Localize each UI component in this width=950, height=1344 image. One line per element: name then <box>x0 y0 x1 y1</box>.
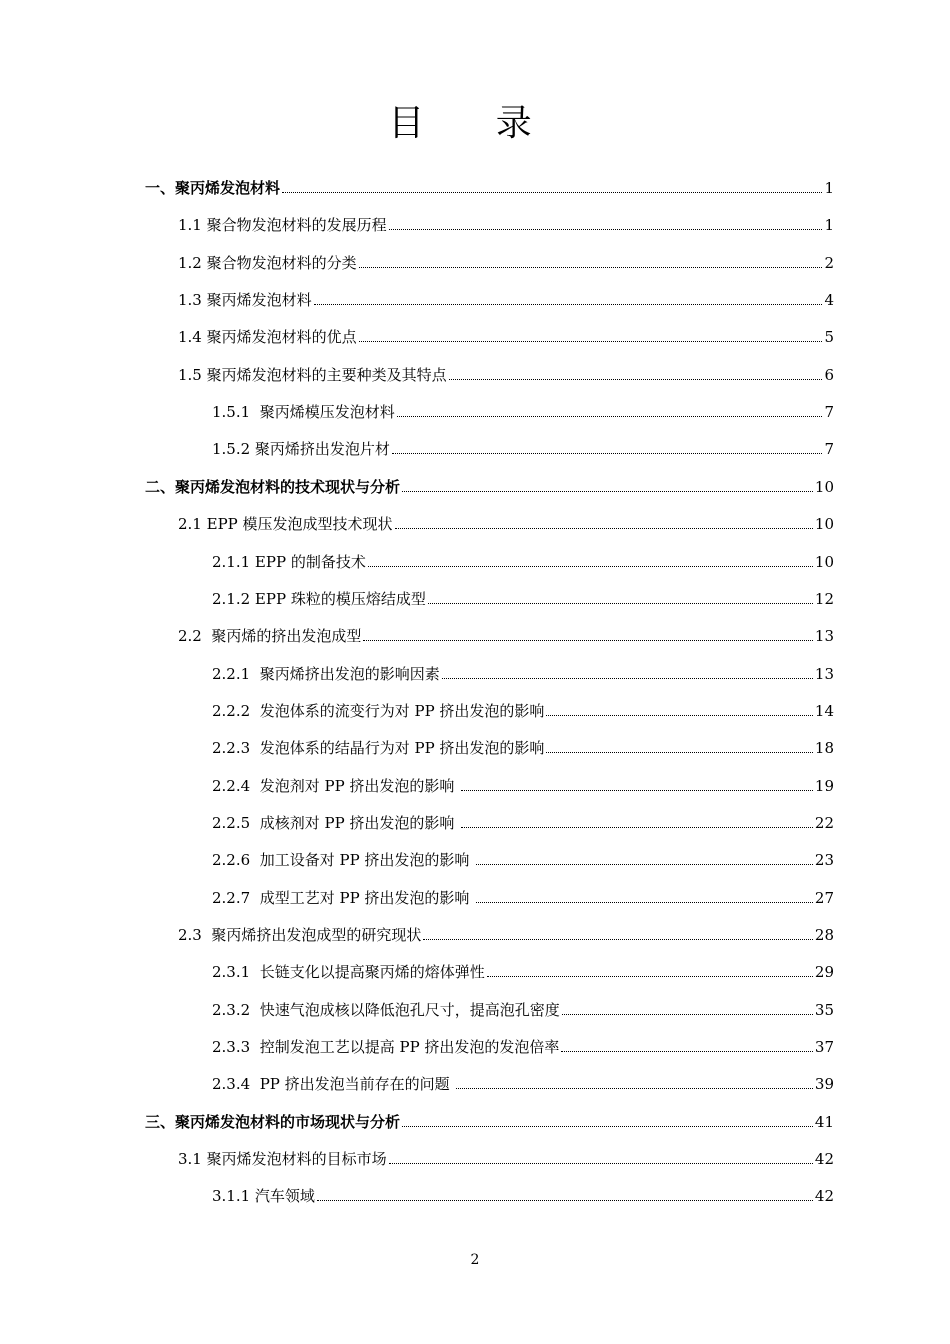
toc-entry[interactable] <box>145 1102 834 1132</box>
toc-entry[interactable] <box>178 355 834 385</box>
toc-entry-label: 2.2.7 成型工艺对 PP 挤出发泡的影响 <box>212 888 475 907</box>
toc-entry-page-number: 27 <box>814 888 834 907</box>
dot-leader <box>487 975 813 977</box>
toc-entry[interactable] <box>178 317 834 347</box>
toc-entry-page-number: 19 <box>814 776 834 795</box>
toc-entry[interactable] <box>212 1064 834 1094</box>
dot-leader <box>442 677 813 679</box>
toc-entry-label: 2.2 聚丙烯的挤出发泡成型 <box>178 627 362 646</box>
toc-entry-label: 2.3.1 长链支化以提高聚丙烯的熔体弹性 <box>212 963 485 982</box>
dot-leader <box>476 901 813 903</box>
dot-leader <box>461 826 813 828</box>
dot-leader <box>423 938 813 940</box>
toc-entry-page-number: 2 <box>824 253 834 272</box>
dot-leader <box>389 228 822 230</box>
dot-leader <box>282 191 822 193</box>
toc-entry[interactable] <box>212 803 834 833</box>
toc-entry[interactable] <box>212 990 834 1020</box>
toc-entry-label: 2.2.5 成核剂对 PP 挤出发泡的影响 <box>212 813 460 832</box>
toc-entry-label: 一、聚丙烯发泡材料 <box>145 179 281 197</box>
toc-entry[interactable] <box>145 467 834 497</box>
dot-leader <box>397 415 822 417</box>
toc-entry[interactable] <box>212 579 834 609</box>
toc-entry-label: 1.3 聚丙烯发泡材料 <box>178 291 312 310</box>
toc-entry[interactable] <box>178 205 834 235</box>
toc-entry[interactable] <box>212 878 834 908</box>
toc-entry-page-number: 41 <box>814 1112 834 1131</box>
toc-entry-label: 2.2.3 发泡体系的结晶行为对 PP 挤出发泡的影响 <box>212 739 545 758</box>
toc-entry-page-number: 1 <box>824 216 834 235</box>
toc-entry-page-number: 7 <box>824 440 834 459</box>
toc-entry-page-number: 37 <box>814 1038 834 1057</box>
toc-entry-page-number: 18 <box>814 739 834 758</box>
toc-entry-page-number: 10 <box>814 515 834 534</box>
toc-entry[interactable] <box>212 392 834 422</box>
toc-entry-page-number: 1 <box>824 179 834 197</box>
toc-entry-page-number: 42 <box>814 1187 834 1206</box>
toc-entry-label: 2.2.1 聚丙烯挤出发泡的影响因素 <box>212 664 440 683</box>
toc-entry-label: 2.2.4 发泡剂对 PP 挤出发泡的影响 <box>212 776 460 795</box>
toc-entry-page-number: 14 <box>814 701 834 720</box>
toc-entry-page-number: 28 <box>814 926 834 944</box>
toc-entry-label: 3.1.1 汽车领域 <box>212 1187 315 1206</box>
toc-entry-page-number: 35 <box>814 1000 834 1019</box>
dot-leader <box>461 789 813 791</box>
toc-entry[interactable] <box>212 952 834 982</box>
toc-entry-label: 2.3.3 控制发泡工艺以提高 PP 挤出发泡的发泡倍率 <box>212 1038 560 1057</box>
toc-entry-page-number: 10 <box>814 477 834 496</box>
toc-entry-label: 1.5.1 聚丙烯模压发泡材料 <box>212 403 395 422</box>
toc-entry-page-number: 10 <box>814 552 834 571</box>
toc-entry-label: 二、聚丙烯发泡材料的技术现状与分析 <box>145 477 401 496</box>
toc-entry[interactable] <box>212 654 834 684</box>
toc-entry[interactable] <box>212 1176 834 1206</box>
toc-entry-page-number: 4 <box>824 291 834 310</box>
dot-leader <box>395 527 813 529</box>
toc-entry[interactable] <box>178 504 834 534</box>
toc-entry-page-number: 13 <box>814 627 834 646</box>
dot-leader <box>402 1125 813 1127</box>
toc-entry[interactable] <box>212 691 834 721</box>
dot-leader <box>546 714 812 716</box>
toc-entry-page-number: 5 <box>824 328 834 347</box>
toc-entry-label: 2.2.2 发泡体系的流变行为对 PP 挤出发泡的影响 <box>212 701 545 720</box>
toc-entry-label: 3.1 聚丙烯发泡材料的目标市场 <box>178 1150 387 1169</box>
toc-entry[interactable] <box>145 168 834 198</box>
dot-leader <box>317 1199 813 1201</box>
dot-leader <box>476 863 813 865</box>
toc-entry-page-number: 12 <box>814 589 834 608</box>
toc-entry[interactable] <box>178 616 834 646</box>
dot-leader <box>392 452 822 454</box>
toc-entry[interactable] <box>178 243 834 273</box>
toc-entry-page-number: 23 <box>814 851 834 870</box>
toc-entry[interactable] <box>178 915 834 945</box>
toc-entry-page-number: 22 <box>814 813 834 832</box>
toc-entry[interactable] <box>212 728 834 758</box>
toc-entry-page-number: 6 <box>824 365 834 384</box>
dot-leader <box>562 1013 813 1015</box>
dot-leader <box>359 266 822 268</box>
dot-leader <box>389 1162 813 1164</box>
toc-entry-page-number: 42 <box>814 1150 834 1169</box>
dot-leader <box>402 490 813 492</box>
dot-leader <box>359 340 822 342</box>
dot-leader <box>546 751 812 753</box>
dot-leader <box>449 378 822 380</box>
toc-entry[interactable] <box>178 280 834 310</box>
toc-entry-label: 2.2.6 加工设备对 PP 挤出发泡的影响 <box>212 851 475 870</box>
toc-entry[interactable] <box>212 429 834 459</box>
toc-entry-page-number: 29 <box>814 963 834 982</box>
toc-entry[interactable] <box>212 840 834 870</box>
toc-entry-label: 三、聚丙烯发泡材料的市场现状与分析 <box>145 1112 401 1131</box>
toc-entry-page-number: 39 <box>814 1075 834 1094</box>
toc-entry-label: 1.4 聚丙烯发泡材料的优点 <box>178 328 357 347</box>
dot-leader <box>561 1050 812 1052</box>
toc-entry[interactable] <box>212 1027 834 1057</box>
page-title: 目 录 <box>388 103 562 144</box>
toc-entry-label: 1.5 聚丙烯发泡材料的主要种类及其特点 <box>178 365 447 384</box>
toc-entry-label: 1.2 聚合物发泡材料的分类 <box>178 253 357 272</box>
toc-entry-label: 2.1.2 EPP 珠粒的模压熔结成型 <box>212 589 426 608</box>
toc-entry[interactable] <box>178 1139 834 1169</box>
toc-entry-label: 1.1 聚合物发泡材料的发展历程 <box>178 216 387 235</box>
toc-entry-label: 2.3 聚丙烯挤出发泡成型的研究现状 <box>178 926 422 944</box>
toc-entry-label: 2.3.4 PP 挤出发泡当前存在的问题 <box>212 1075 455 1094</box>
dot-leader <box>363 639 813 641</box>
toc-entry[interactable] <box>212 766 834 796</box>
page-number: 2 <box>470 1252 480 1268</box>
toc-entry-page-number: 7 <box>824 403 834 422</box>
toc-entry-label: 2.3.2 快速气泡成核以降低泡孔尺寸，提高泡孔密度 <box>212 1000 560 1019</box>
toc-entry[interactable] <box>212 542 834 572</box>
dot-leader <box>456 1087 812 1089</box>
toc-entry-label: 2.1 EPP 模压发泡成型技术现状 <box>178 515 393 534</box>
dot-leader <box>428 602 813 604</box>
toc-entry-label: 1.5.2 聚丙烯挤出发泡片材 <box>212 440 390 459</box>
dot-leader <box>314 303 822 305</box>
toc-entry-label: 2.1.1 EPP 的制备技术 <box>212 552 366 571</box>
dot-leader <box>368 565 813 567</box>
toc-entry-page-number: 13 <box>814 664 834 683</box>
